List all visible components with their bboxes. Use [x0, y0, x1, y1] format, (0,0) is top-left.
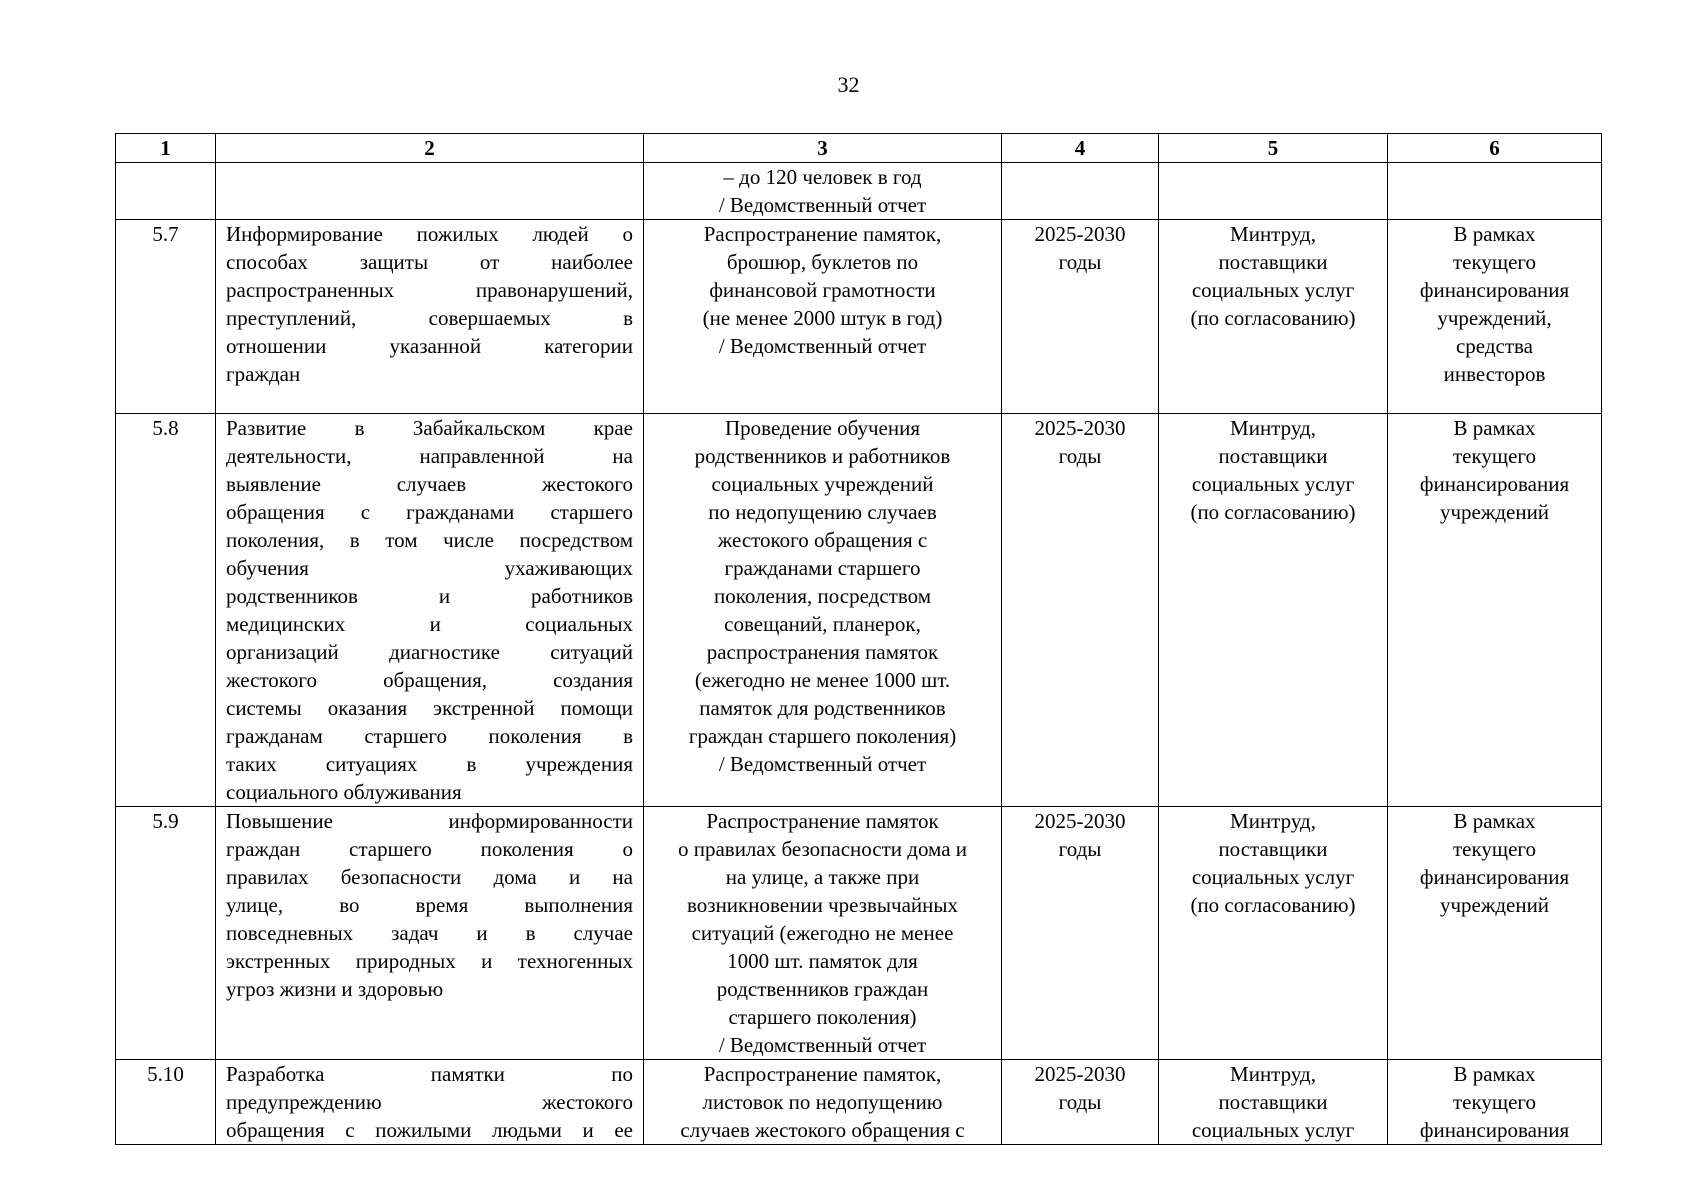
cell-num [116, 163, 216, 220]
text-line: Минтруд, [1230, 809, 1316, 833]
table-row [116, 807, 1602, 1060]
text-line: социальных услуг [1191, 865, 1355, 889]
cell-result [644, 414, 1002, 807]
row-number: 5.9 [116, 807, 216, 1060]
text-line: Повышение информированности [226, 809, 633, 833]
cell-result [644, 220, 1002, 414]
header-col-2: 2 [216, 134, 644, 163]
text-line: финансовой грамотности [709, 278, 936, 302]
text-line: Проведение обучения [725, 416, 920, 440]
text-line: Распространение памяток, [703, 1062, 942, 1086]
table-row [116, 414, 1602, 807]
text-line: гражданами старшего [724, 556, 921, 580]
row-number: 5.7 [116, 220, 216, 414]
text-line: брошюр, буклетов по [726, 250, 919, 274]
text-line: (не менее 2000 штук в год) [702, 306, 943, 330]
cell-period [1002, 1060, 1159, 1145]
text-line: листовок по недопущению [702, 1090, 943, 1114]
text-line: средства [1455, 334, 1533, 358]
text-line: поставщики [1218, 837, 1328, 861]
table-row [116, 1060, 1602, 1145]
text-line: текущего [1453, 1090, 1536, 1114]
text-line: обучения ухаживающих [226, 556, 633, 580]
text-line: социальных услуг [1191, 1118, 1355, 1142]
cell-executor [1159, 163, 1388, 220]
cell-funding [1388, 807, 1602, 1060]
text-line: В рамках [1453, 416, 1536, 440]
text-line: ситуаций (ежегодно не менее [691, 921, 954, 945]
cell-executor [1159, 220, 1388, 414]
text-line: способах защиты от наиболее [226, 250, 633, 274]
cell-funding [1388, 163, 1602, 220]
text-line: / Ведомственный отчет [718, 1033, 927, 1057]
cell-period [1002, 220, 1159, 414]
cell-funding [1388, 220, 1602, 414]
text-line: поколения, в том числе посредством [226, 528, 633, 552]
text-line: годы [1058, 837, 1102, 861]
text-line: обращения с пожилыми людьми и ее [226, 1118, 633, 1142]
text-line: текущего [1453, 444, 1536, 468]
cell-executor [1159, 807, 1388, 1060]
cell-activity [216, 220, 644, 414]
text-line: жестокого обращения с [717, 528, 928, 552]
text-line: Распространение памяток [706, 809, 939, 833]
text-line: (ежегодно не менее 1000 шт. [694, 668, 951, 692]
text-line: годы [1058, 1090, 1102, 1114]
text-line: угроз жизни и здоровью [226, 977, 444, 1001]
text-line: гражданам старшего поколения в [226, 724, 633, 748]
cell-period [1002, 414, 1159, 807]
text-line: текущего [1453, 837, 1536, 861]
header-col-3: 3 [644, 134, 1002, 163]
text-line: В рамках [1453, 1062, 1536, 1086]
text-line: родственников граждан [716, 977, 929, 1001]
text-line: деятельности, направленной на [226, 444, 633, 468]
text-line: социального облуживания [226, 780, 462, 804]
text-line: 2025-2030 [1034, 1062, 1126, 1086]
header-col-4: 4 [1002, 134, 1159, 163]
cell-activity [216, 163, 644, 220]
row-number: 5.8 [116, 414, 216, 807]
cell-result [644, 163, 1002, 220]
text-line: выявление случаев жестокого [226, 472, 633, 496]
text-line: 2025-2030 [1034, 809, 1126, 833]
text-line: Распространение памяток, [703, 222, 942, 246]
text-line: родственников и работников [694, 444, 951, 468]
header-col-6: 6 [1388, 134, 1602, 163]
text-line: правилах безопасности дома и на [226, 865, 633, 889]
cell-activity [216, 414, 644, 807]
text-line: обращения с гражданами старшего [226, 500, 633, 524]
text-line: социальных услуг [1191, 472, 1355, 496]
text-line: Минтруд, [1230, 1062, 1316, 1086]
activities-table [115, 133, 1602, 1145]
text-line: случаев жестокого обращения с [680, 1118, 965, 1142]
text-line: на улице, а также при [725, 865, 920, 889]
text-line: 2025-2030 [1034, 222, 1126, 246]
text-line: финансирования [1419, 865, 1570, 889]
text-line: текущего [1453, 250, 1536, 274]
header-row [116, 134, 1602, 163]
text-line: улице, во время выполнения [226, 893, 633, 917]
text-line: поставщики [1218, 444, 1328, 468]
text-line: поставщики [1218, 1090, 1328, 1114]
text-line: отношении указанной категории [226, 334, 633, 358]
text-line: В рамках [1453, 809, 1536, 833]
cell-period [1002, 807, 1159, 1060]
text-line: годы [1058, 444, 1102, 468]
text-line: распространения памяток [706, 640, 939, 664]
text-line: инвесторов [1443, 362, 1546, 386]
text-line: (по согласованию) [1190, 500, 1356, 524]
text-line: 1000 шт. памяток для [727, 949, 918, 973]
text-line: учреждений [1439, 893, 1550, 917]
text-line: системы оказания экстренной помощи [226, 696, 633, 720]
page-number: 32 [837, 72, 860, 97]
cell-result [644, 807, 1002, 1060]
text-line: Минтруд, [1230, 416, 1316, 440]
text-line: (по согласованию) [1190, 306, 1356, 330]
continuation-row [116, 163, 1602, 220]
text-line: учреждений [1439, 500, 1550, 524]
text-line: граждан [226, 362, 301, 386]
text-line: возникновении чрезвычайных [687, 893, 958, 917]
cell-activity [216, 1060, 644, 1145]
text-line: Разработка памятки по [226, 1062, 633, 1086]
text-line: годы [1058, 250, 1102, 274]
text-line: В рамках [1453, 222, 1536, 246]
text-line: поставщики [1218, 250, 1328, 274]
cell-result [644, 1060, 1002, 1145]
text-line: по недопущению случаев [708, 500, 937, 524]
text-line: – до 120 человек в год [723, 165, 922, 189]
text-line: Развитие в Забайкальском крае [226, 416, 633, 440]
text-line: преступлений, совершаемых в [226, 306, 633, 330]
text-line: экстренных природных и техногенных [226, 949, 633, 973]
cell-executor [1159, 1060, 1388, 1145]
header-col-5: 5 [1159, 134, 1388, 163]
text-line: учреждений, [1437, 306, 1552, 330]
text-line: организаций диагностике ситуаций [226, 640, 633, 664]
text-line: (по согласованию) [1190, 893, 1356, 917]
cell-executor [1159, 414, 1388, 807]
text-line: медицинских и социальных [226, 612, 633, 636]
cell-period [1002, 163, 1159, 220]
text-line: о правилах безопасности дома и [677, 837, 968, 861]
cell-funding [1388, 1060, 1602, 1145]
header-col-1: 1 [116, 134, 216, 163]
text-line: совещаний, планерок, [724, 612, 921, 636]
text-line: распространенных правонарушений, [226, 278, 633, 302]
text-line: / Ведомственный отчет [718, 193, 927, 217]
text-line: предупреждению жестокого [226, 1090, 633, 1114]
text-line: / Ведомственный отчет [718, 334, 927, 358]
text-line: Информирование пожилых людей о [226, 222, 633, 246]
text-line: граждан старшего поколения) [688, 724, 957, 748]
text-line: памяток для родственников [699, 696, 946, 720]
text-line: старшего поколения) [728, 1005, 917, 1029]
text-line: финансирования [1419, 472, 1570, 496]
text-line: повседневных задач и в случае [226, 921, 633, 945]
text-line: финансирования [1419, 278, 1570, 302]
cell-activity [216, 807, 644, 1060]
text-line: Минтруд, [1230, 222, 1316, 246]
text-line: / Ведомственный отчет [718, 752, 927, 776]
text-line: финансирования [1419, 1118, 1570, 1142]
cell-funding [1388, 414, 1602, 807]
text-line: жестокого обращения, создания [226, 668, 633, 692]
text-line: родственников и работников [226, 584, 633, 608]
text-line: социальных учреждений [711, 472, 934, 496]
text-line: 2025-2030 [1034, 416, 1126, 440]
text-line: поколения, посредством [713, 584, 931, 608]
text-line: граждан старшего поколения о [226, 837, 633, 861]
text-line: социальных услуг [1191, 278, 1355, 302]
row-number: 5.10 [116, 1060, 216, 1145]
table-row [116, 220, 1602, 414]
text-line: таких ситуациях в учреждения [226, 752, 633, 776]
